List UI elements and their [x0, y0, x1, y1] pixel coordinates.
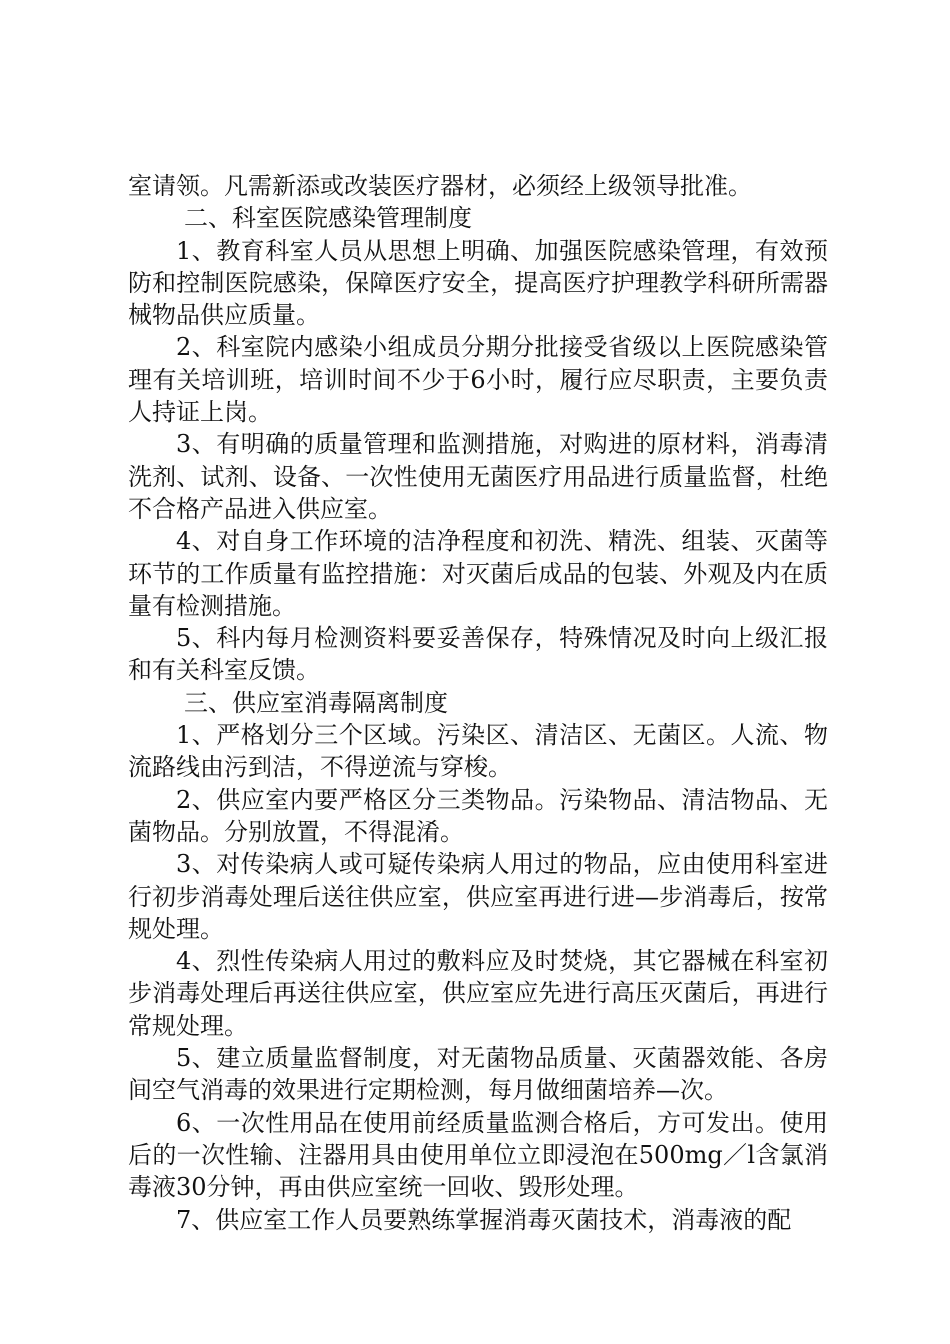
paragraph-item: 2、科室院内感染小组成员分期分批接受省级以上医院感染管理有关培训班，培训时间不少于6小时，履行应尽职责，主要负责人持证上岗。	[128, 333, 828, 427]
paragraph-item: 2、供应室内要严格区分三类物品。污染物品、清洁物品、无菌物品。分别放置，不得混淆。	[128, 785, 828, 846]
paragraph-item: 7、供应室工作人员要熟练掌握消毒灭菌技术，消毒液的配	[176, 1205, 792, 1234]
paragraph-item: 5、科内每月检测资料要妥善保存，特殊情况及时向上级汇报和有关科室反馈。	[128, 624, 828, 685]
paragraph-item: 1、教育科室人员从思想上明确、加强医院感染管理，有效预防和控制医院感染，保障医疗安全，提高医疗护理教学科研所需器械物品供应质量。	[128, 236, 828, 330]
section-heading-disinfection-isolation: 三、供应室消毒隔离制度	[184, 688, 448, 717]
paragraph-item: 1、严格划分三个区域。污染区、清洁区、无菌区。人流、物流路线由污到洁，不得逆流与穿梭。	[128, 721, 828, 782]
section-heading-infection-management: 二、科室医院感染管理制度	[184, 204, 472, 233]
paragraph-item: 3、有明确的质量管理和监测措施，对购进的原材料，消毒清洗剂、试剂、设备、一次性使用无菌医疗用品进行质量监督，杜绝不合格产品进入供应室。	[128, 430, 828, 523]
document-body	[128, 170, 828, 1236]
paragraph-item: 4、对自身工作环境的洁净程度和初洗、精洗、组装、灭菌等环节的工作质量有监控措施：对灭菌后成品的包装、外观及内在质量有检测措施。	[128, 527, 828, 620]
paragraph-item: 5、建立质量监督制度，对无菌物品质量、灭菌器效能、各房间空气消毒的效果进行定期检测，每月做细菌培养—次。	[128, 1044, 828, 1105]
paragraph-continuation: 室请领。凡需新添或改装医疗器材，必须经上级领导批准。	[128, 172, 752, 200]
paragraph-item: 3、对传染病人或可疑传染病人用过的物品，应由使用科室进行初步消毒处理后送往供应室，供应室再进行进—步消毒后，按常规处理。	[128, 850, 828, 943]
paragraph-item: 6、一次性用品在使用前经质量监测合格后，方可发出。使用后的一次性输、注器用具由使用单位立即浸泡在500mg／l含氯消毒液30分钟，再由供应室统一回收、毁形处理。	[128, 1108, 828, 1202]
paragraph-item: 4、烈性传染病人用过的敷料应及时焚烧，其它器械在科室初步消毒处理后再送往供应室，供应室应先进行高压灭菌后，再进行常规处理。	[128, 947, 828, 1040]
